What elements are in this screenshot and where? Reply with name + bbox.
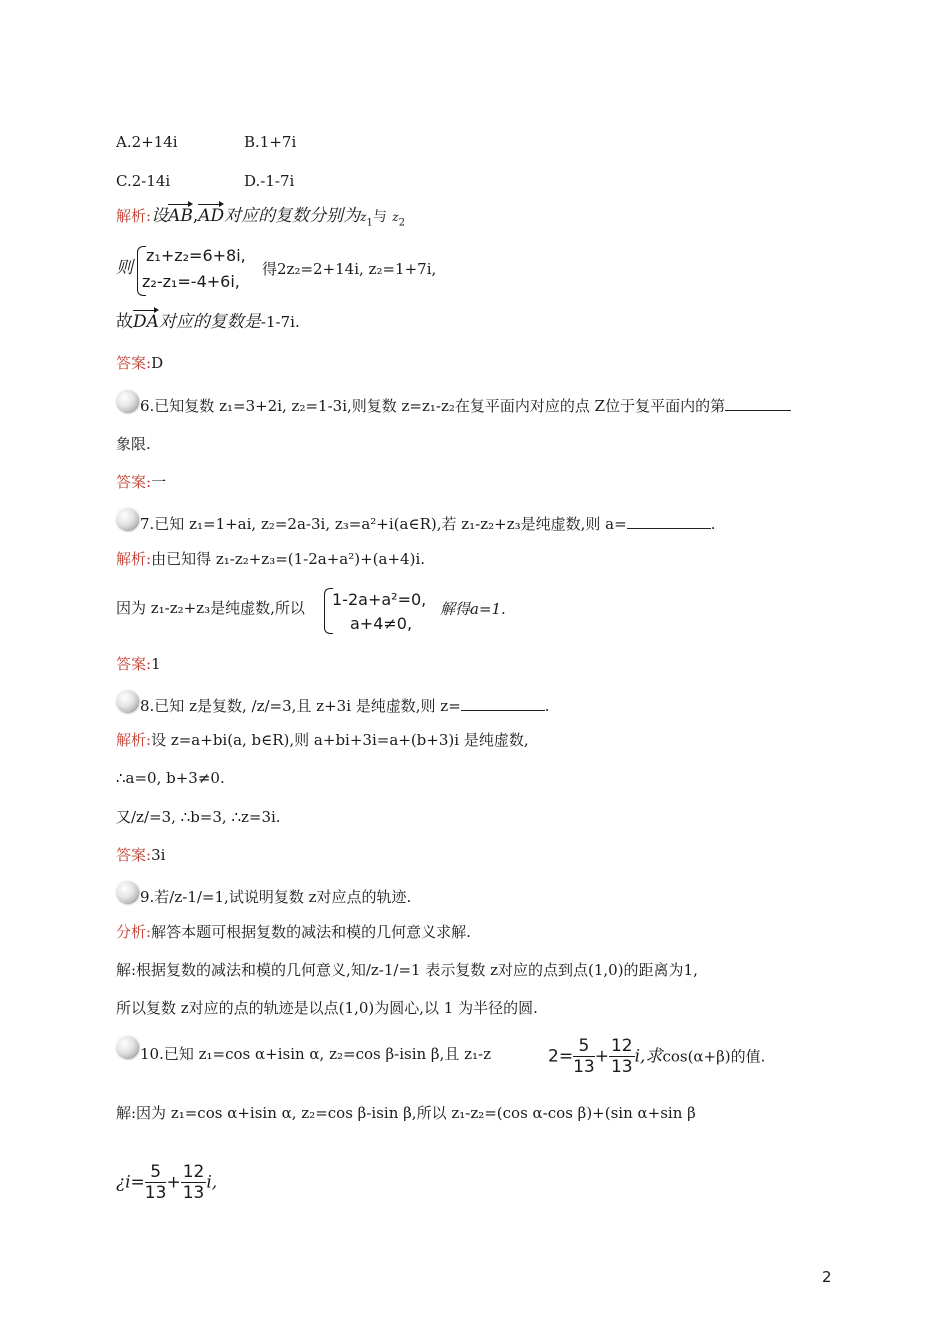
q8-line3: 又/z/=3, ∴b=3, ∴z=3i. <box>116 808 281 826</box>
q7-system-eq1: 1-2a+a²=0, <box>332 590 427 609</box>
option-b: B.1+7i <box>244 133 297 151</box>
q8-answer: 答案:3i <box>116 846 166 864</box>
q8-line2: ∴a=0, b+3≠0. <box>116 769 225 787</box>
question-bullet-icon <box>116 508 138 530</box>
q8-text: 8.已知 z是复数, /z/=3,且 z+3i 是纯虚数,则 z= . <box>140 697 550 715</box>
vector-ab: AB <box>168 206 193 226</box>
page-number: 2 <box>822 1268 832 1286</box>
q5-jiexi-line: 解析:设AB,AD对应的复数分别为$z_1$与 $z_2$ <box>116 206 405 229</box>
q7-answer: 答案:1 <box>116 655 161 673</box>
fraction-12-13: $\frac{12}{13}$ <box>610 1036 633 1077</box>
question-bullet-icon <box>116 881 138 903</box>
fraction-5-13: $\frac{5}{13}$ <box>573 1036 595 1077</box>
q7-system-eq2: a+4≠0, <box>350 614 413 633</box>
q5-answer: 答案:D <box>116 354 164 372</box>
option-d: D.-1-7i <box>244 172 295 190</box>
q7-answer-blank <box>627 514 711 529</box>
q5-system-eq2: z₂-z₁=-4+6i, <box>142 272 240 291</box>
q7-because: 因为 z₁-z₂+z₃是纯虚数,所以 <box>116 599 305 617</box>
fraction-12-13: $\frac{12}{13}$ <box>182 1162 205 1203</box>
q6-answer-blank <box>725 396 791 411</box>
q8-answer-blank <box>461 696 545 711</box>
q5-ze: 则 <box>116 258 133 278</box>
q9-solution-line1: 解:根据复数的减法和模的几何意义,知/z-1/=1 表示复数 z对应的点到点(1,0)的距离为1, <box>116 961 698 979</box>
q6-text2: 象限. <box>116 435 151 453</box>
q10-equation: 2= $\frac{5}{13}$ + $\frac{12}{13}$ i,求cos(α+β)的值. <box>548 1036 766 1077</box>
vector-ad: AD <box>198 206 225 226</box>
q10-solution-line1: 解:因为 z₁=cos α+isin α, z₂=cos β-isin β,所以 z₁-z₂=(cos α-cos β)+(sin α+sin β <box>116 1104 696 1122</box>
q9-solution-line2: 所以复数 z对应的点的轨迹是以点(1,0)为圆心,以 1 为半径的圆. <box>116 999 538 1017</box>
vector-da: DA <box>133 312 159 332</box>
q5-result-line: 故DA对应的复数是-1-7i. <box>116 312 300 332</box>
q10-text: 10.已知 z₁=cos α+isin α, z₂=cos β-isin β,且 z₁-z <box>140 1045 492 1063</box>
option-a: A.2+14i <box>116 133 178 151</box>
question-bullet-icon <box>116 1036 138 1058</box>
q5-system-eq1: z₁+z₂=6+8i, <box>146 246 246 265</box>
option-c: C.2-14i <box>116 172 171 190</box>
q6-text: 6.已知复数 z₁=3+2i, z₂=1-3i,则复数 z=z₁-z₂在复平面内对应的点 Z位于复平面内的第 <box>140 396 791 416</box>
question-bullet-icon <box>116 390 138 412</box>
q7-jiexi: 解析:由已知得 z₁-z₂+z₃=(1-2a+a²)+(a+4)i. <box>116 550 426 568</box>
jiexi-label: 解析: <box>116 207 152 225</box>
q8-jiexi: 解析:设 z=a+bi(a, b∈R),则 a+bi+3i=a+(b+3)i 是纯虚数, <box>116 731 529 749</box>
question-bullet-icon <box>116 690 138 712</box>
q9-fenxi: 分析:解答本题可根据复数的减法和模的几何意义求解. <box>116 923 471 941</box>
q9-text: 9.若/z-1/=1,试说明复数 z对应点的轨迹. <box>140 888 412 906</box>
q7-solve: 解得a=1. <box>440 600 506 618</box>
q6-answer: 答案:一 <box>116 473 167 491</box>
q7-text: 7.已知 z₁=1+ai, z₂=2a-3i, z₃=a²+i(a∈R),若 z₁-z₂+z₃是纯虚数,则 a= . <box>140 515 716 533</box>
q5-de-text: 得2z₂=2+14i, z₂=1+7i, <box>262 260 437 278</box>
fraction-5-13: $\frac{5}{13}$ <box>144 1162 167 1203</box>
q10-solution-line2: ¿i= $\frac{5}{13}$ + $\frac{12}{13}$ i, <box>116 1162 218 1203</box>
